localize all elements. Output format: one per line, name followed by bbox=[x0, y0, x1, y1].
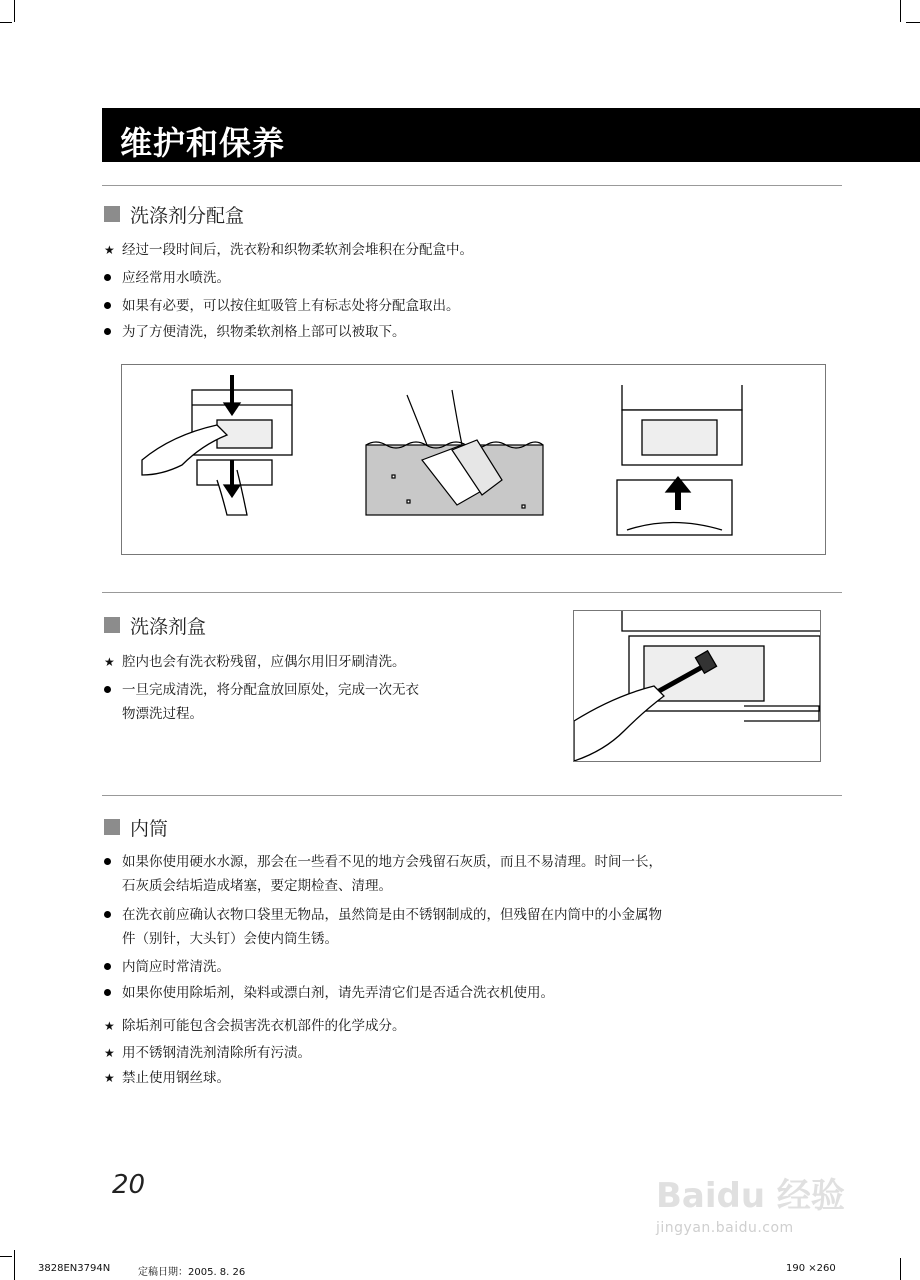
list-item: 如果你使用除垢剂，染料或漂白剂，请先弄清它们是否适合洗衣机使用。 bbox=[104, 981, 554, 1005]
footer-date: 定稿日期：2005. 8. 26 bbox=[138, 1267, 246, 1278]
crop-mark bbox=[900, 0, 901, 22]
dispenser-illustrations bbox=[122, 365, 825, 554]
watermark-logo: Baidu 经验 bbox=[656, 1176, 845, 1216]
heading-square-icon bbox=[104, 206, 120, 222]
list-item: 为了方便清洗，织物柔软剂格上部可以被取下。 bbox=[104, 320, 406, 344]
crop-mark bbox=[14, 0, 15, 22]
brush-cleaning-illustration bbox=[574, 611, 820, 761]
section-divider bbox=[102, 185, 842, 186]
bullet-icon bbox=[104, 274, 111, 281]
crop-mark bbox=[0, 22, 12, 23]
bullet-icon bbox=[104, 686, 111, 693]
bullet-icon bbox=[104, 858, 111, 865]
press-siphon-illustration bbox=[142, 375, 292, 515]
bullet-icon bbox=[104, 328, 111, 335]
list-item: 内筒应时常清洗。 bbox=[104, 955, 230, 979]
insert-drawer-illustration bbox=[617, 385, 742, 535]
bullet-icon bbox=[104, 302, 111, 309]
list-item: 应经常用水喷洗。 bbox=[104, 266, 230, 290]
wash-in-water-illustration bbox=[366, 390, 543, 515]
bullet-icon bbox=[104, 911, 111, 918]
crop-mark bbox=[14, 1250, 15, 1280]
page-title-bar bbox=[102, 108, 920, 162]
section-divider bbox=[102, 795, 842, 796]
heading-square-icon bbox=[104, 819, 120, 835]
list-item: ★ 禁止使用钢丝球。 bbox=[104, 1070, 230, 1086]
list-item: ★ 除垢剂可能包含会损害洗衣机部件的化学成分。 bbox=[104, 1018, 406, 1034]
page-number: 20 bbox=[112, 1170, 146, 1200]
list-item: 一旦完成清洗，将分配盒放回原处，完成一次无衣 物漂洗过程。 bbox=[104, 678, 419, 726]
crop-mark bbox=[900, 1258, 901, 1280]
list-item: 在洗衣前应确认衣物口袋里无物品，虽然筒是由不锈钢制成的，但残留在内筒中的小金属物 件（别针，大头钉）会使内筒生锈。 bbox=[104, 903, 662, 951]
brush-cleaning-illustration-panel bbox=[573, 610, 821, 762]
list-item: 如果你使用硬水水源，那会在一些看不见的地方会残留石灰质，而且不易清理。时间一长， 石灰质会结垢造成堵塞，要定期检查、清理。 bbox=[104, 850, 662, 898]
list-item: 如果有必要，可以按住虹吸管上有标志处将分配盒取出。 bbox=[104, 294, 460, 318]
crop-mark bbox=[0, 1256, 12, 1257]
list-item: ★ 用不锈钢清洗剂清除所有污渍。 bbox=[104, 1045, 311, 1061]
section-divider bbox=[102, 592, 842, 593]
crop-mark bbox=[906, 22, 920, 23]
page-title: 维护和保养 bbox=[120, 124, 286, 162]
dispenser-illustration-panel bbox=[121, 364, 826, 555]
bullet-icon bbox=[104, 963, 111, 970]
footer-size: 190 ×260 bbox=[786, 1263, 836, 1274]
heading-square-icon bbox=[104, 617, 120, 633]
list-item: ★ 经过一段时间后，洗衣粉和织物柔软剂会堆积在分配盒中。 bbox=[104, 242, 473, 258]
list-item: ★ 腔内也会有洗衣粉残留，应偶尔用旧牙刷清洗。 bbox=[104, 654, 406, 670]
watermark-url: jingyan.baidu.com bbox=[656, 1220, 794, 1236]
bullet-icon bbox=[104, 989, 111, 996]
footer-code: 3828EN3794N bbox=[38, 1263, 111, 1274]
